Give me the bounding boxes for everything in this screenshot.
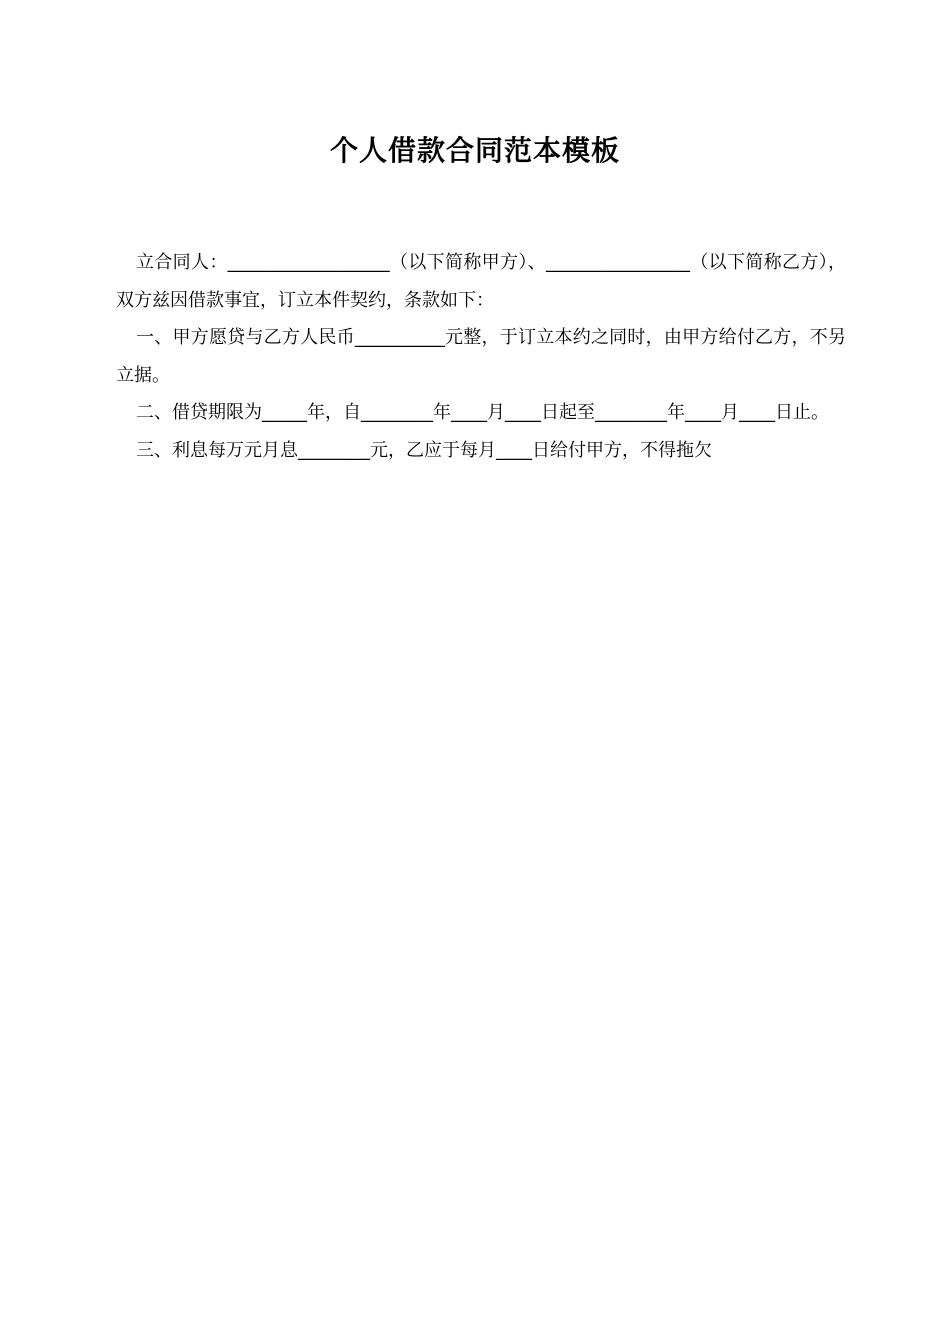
paragraph-clause-2: 二、借贷期限为_____年，自________年____月____日起至________年____月____日止。 [136,402,829,423]
paragraph-clause-3: 三、利息每万元月息________元，乙应于每月____日给付甲方，不得拖欠 [136,439,712,461]
paragraph-parties: 立合同人：__________________（以下简称甲方）、________________（以下简称乙方），双方兹因借款事宜，订立本件契约，条款如下： [116,252,846,311]
paragraph-clause-1: 一、甲方愿贷与乙方人民币__________元整，于订立本约之同时，由甲方给付乙方，不另立据。 [116,327,846,386]
document-title: 个人借款合同范本模板 [329,134,620,167]
document-body [116,244,846,469]
